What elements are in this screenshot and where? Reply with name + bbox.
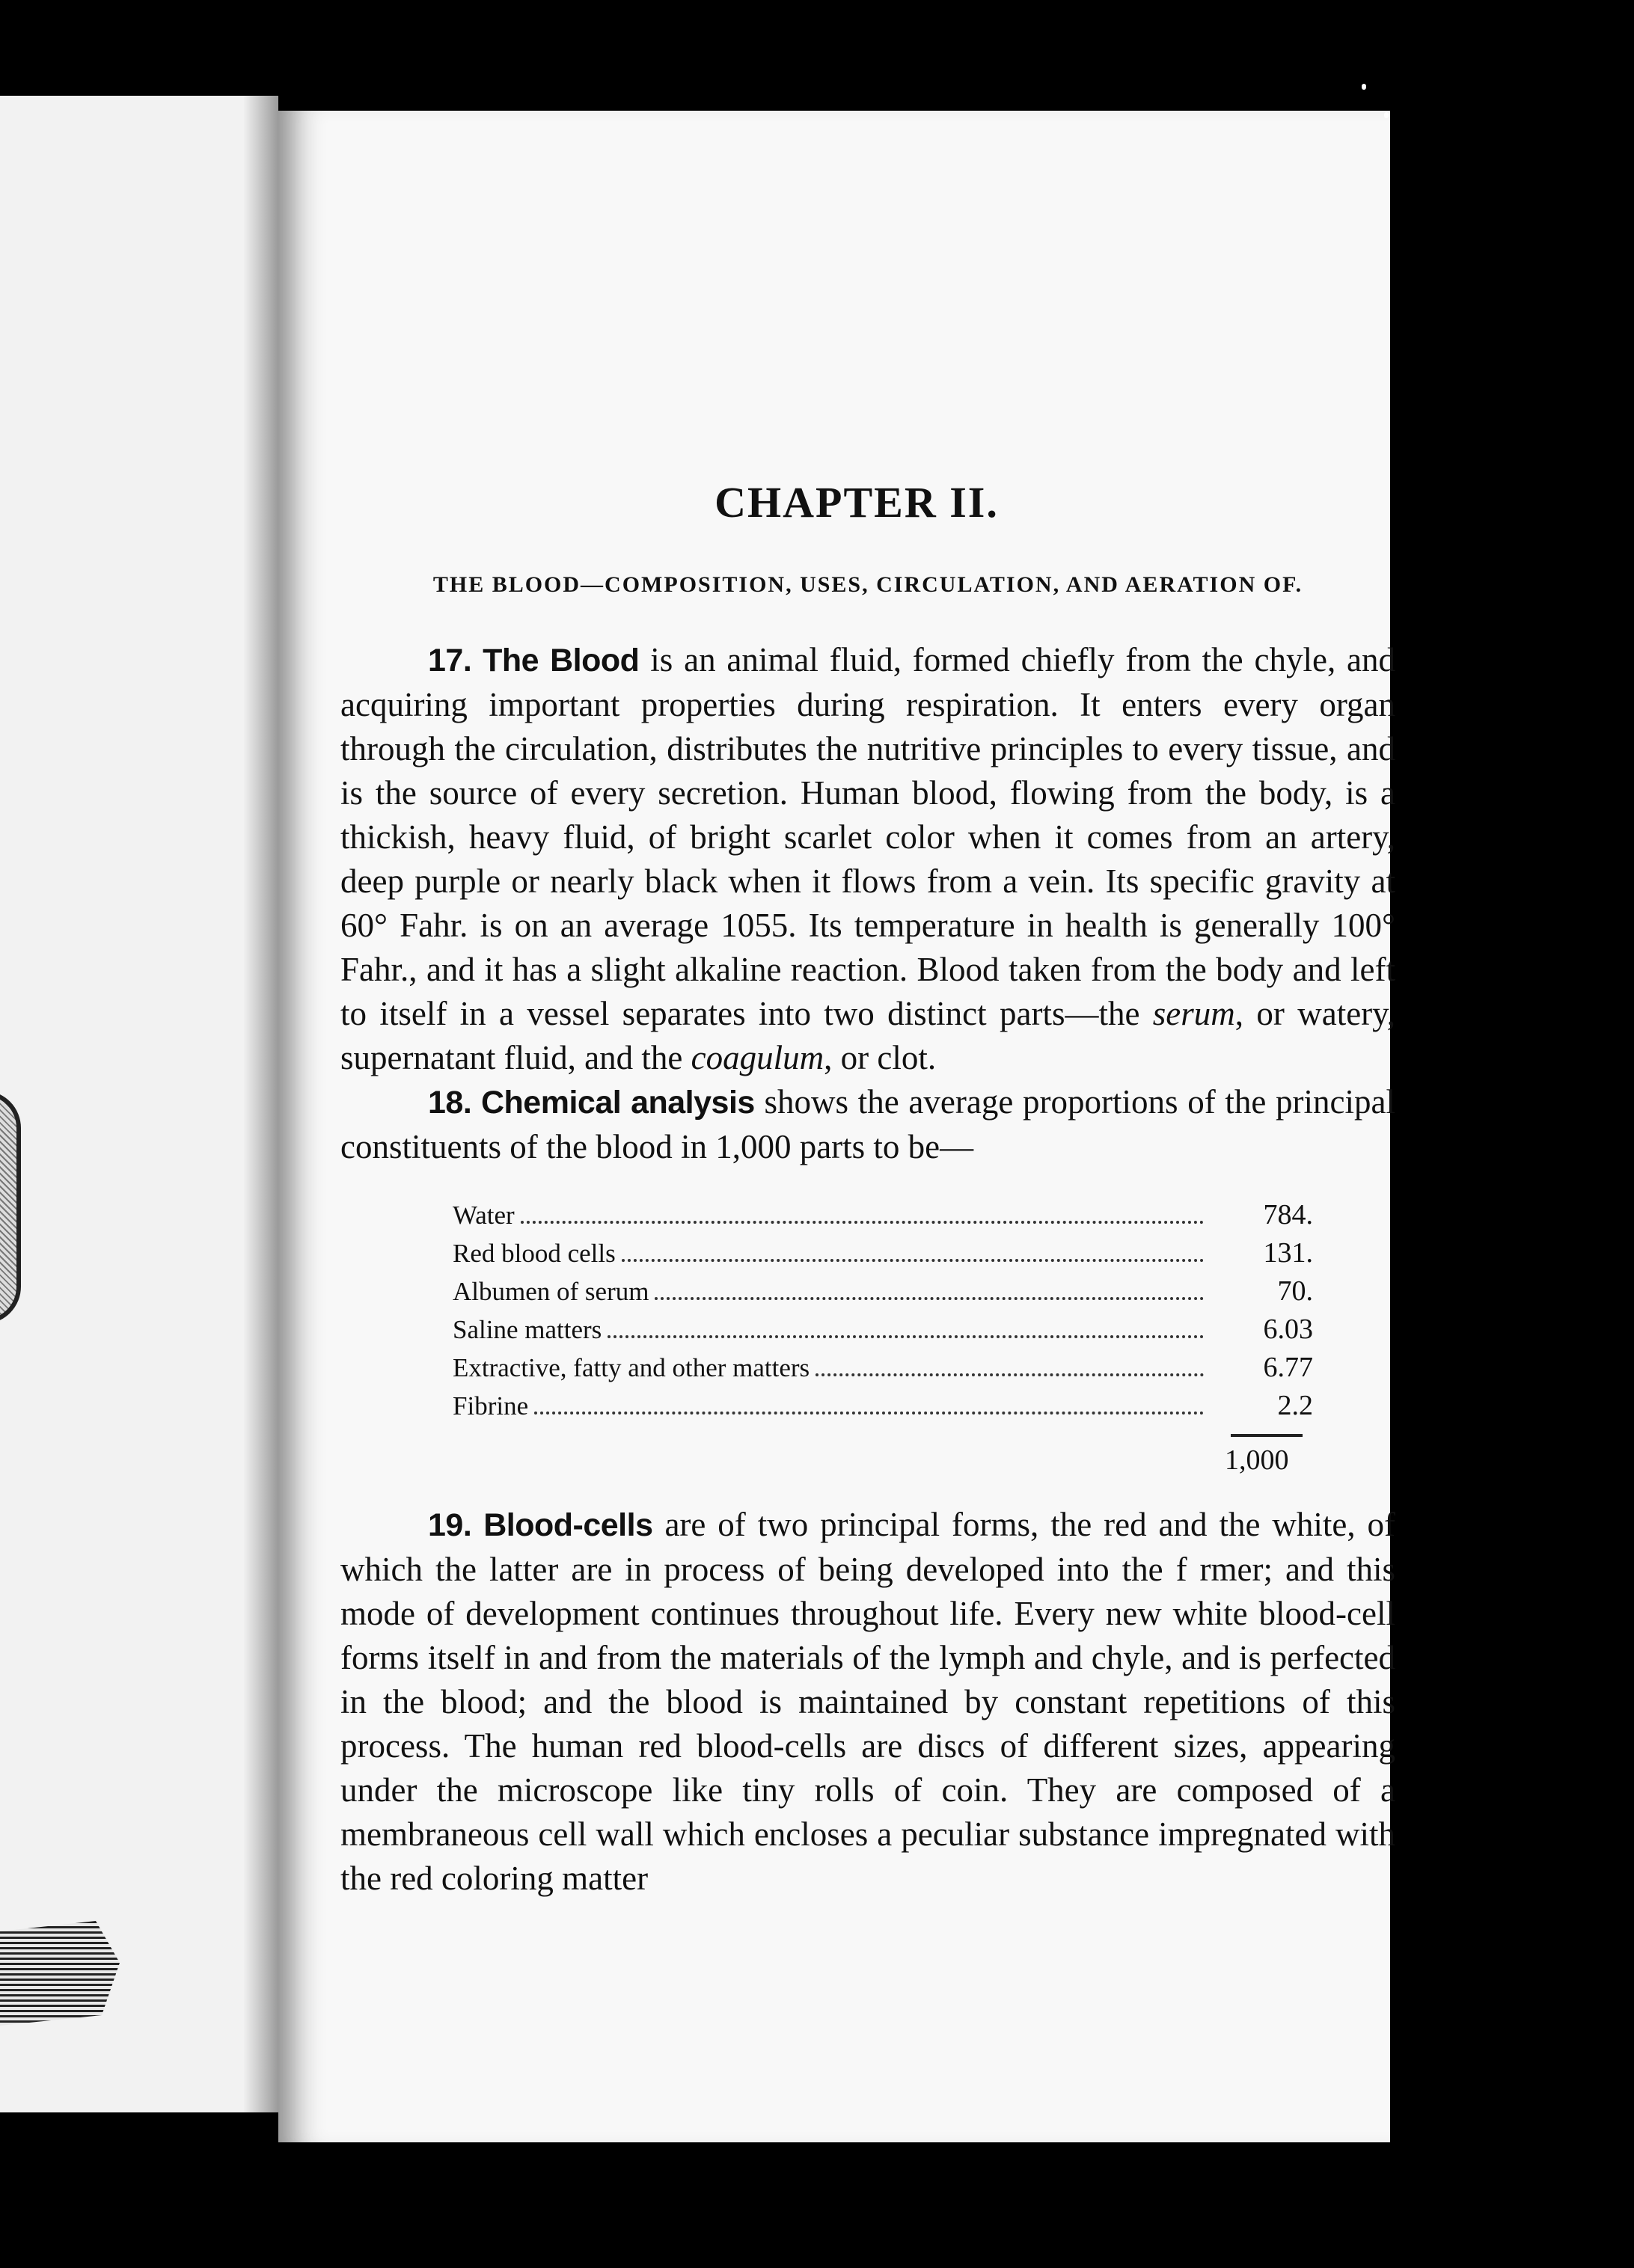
dot-leader xyxy=(622,1259,1204,1262)
section-text: is an animal fluid, formed chiefly from the chyle, and acquiring important properties during respiration. It enters every organ through the circulation, distributes the nutritive principles to every tissue, and is the source of every secretion. Human blood, flowing from the body, is a thickish, heavy fluid, of bright scarlet color when it comes from an artery, deep purple or nearly black when it flows from a vein. Its specific gravity at 60° Fahr. is on an average 1055. Its temperature in health is generally 100° Fahr., and it has a slight alkaline reaction. Blood taken from the body and left to itself in a vessel separates into two distinct parts—the xyxy=(340,641,1396,1032)
dot-leader xyxy=(655,1297,1204,1300)
chapter-subtitle: THE BLOOD—COMPOSITION, USES, CIRCULATION, AND AERATION OF. xyxy=(432,572,1303,597)
facing-page-illustration xyxy=(0,1091,21,1324)
section-text: shows the average proportions of the principal constituents of the blood in 1,000 parts to be— xyxy=(340,1083,1395,1165)
facing-page-engraving xyxy=(0,1921,120,2026)
table-total: 1,000 xyxy=(1225,1444,1289,1476)
constituent-value: 6.77 xyxy=(1263,1352,1313,1383)
section-heading: Blood-cells xyxy=(483,1507,653,1543)
dot-leader xyxy=(816,1373,1204,1376)
table-row xyxy=(453,1234,1313,1272)
scan-speck xyxy=(1384,112,1389,118)
blood-composition-table xyxy=(453,1196,1313,1479)
section-19 xyxy=(340,1503,1395,1901)
constituent-value: 6.03 xyxy=(1263,1314,1313,1345)
section-number: 18. xyxy=(428,1085,472,1121)
term-serum: serum xyxy=(1152,995,1235,1032)
scan-speck xyxy=(1362,84,1366,90)
section-number: 17. xyxy=(428,643,472,678)
chapter-title: CHAPTER II. xyxy=(715,478,999,527)
constituent-label: Albumen of serum xyxy=(453,1277,649,1306)
constituent-value: 784. xyxy=(1263,1199,1313,1230)
constituent-value: 70. xyxy=(1277,1275,1313,1307)
section-text: , or clot. xyxy=(824,1039,937,1076)
table-row xyxy=(453,1196,1313,1234)
constituent-value: 2.2 xyxy=(1277,1390,1313,1421)
table-row xyxy=(453,1272,1313,1311)
term-coagulum: coagulum xyxy=(691,1039,824,1076)
book-gutter-shadow xyxy=(244,96,278,2112)
constituent-value: 131. xyxy=(1263,1237,1313,1269)
table-row xyxy=(453,1387,1313,1425)
section-heading: Chemical analysis xyxy=(480,1085,755,1121)
constituent-label: Saline matters xyxy=(453,1315,602,1344)
section-17 xyxy=(340,638,1395,1080)
section-text: , or watery, supernatant fluid, and the xyxy=(340,995,1395,1076)
constituent-label: Red blood cells xyxy=(453,1239,616,1268)
table-row xyxy=(453,1311,1313,1349)
dot-leader xyxy=(534,1412,1204,1415)
table-row xyxy=(453,1349,1313,1387)
constituent-label: Water xyxy=(453,1201,515,1230)
dot-leader xyxy=(521,1221,1204,1224)
section-18 xyxy=(340,1080,1395,1169)
section-text: are of two principal forms, the red and the white, of which the latter are in process of being developed into the f rmer; and this mode of development continues throughout life. Every new white blood-cell forms itself in and from the materials of the lymph and chyle, and is perfected in the blood; and the blood is maintained by constant repetitions of this process. The human red blood-cells are discs of different sizes, appearing under the microscope like tiny rolls of coin. They are composed of a membraneous cell wall which encloses a peculiar substance impregnated with the red coloring matter xyxy=(340,1506,1396,1897)
constituent-label: Extractive, fatty and other matters xyxy=(453,1353,810,1382)
constituent-label: Fibrine xyxy=(453,1391,529,1420)
section-heading: The Blood xyxy=(483,643,640,678)
facing-page xyxy=(0,96,278,2112)
page-content xyxy=(340,477,1395,1901)
dot-leader xyxy=(608,1335,1204,1338)
section-number: 19. xyxy=(428,1507,472,1543)
total-rule xyxy=(1231,1434,1303,1437)
